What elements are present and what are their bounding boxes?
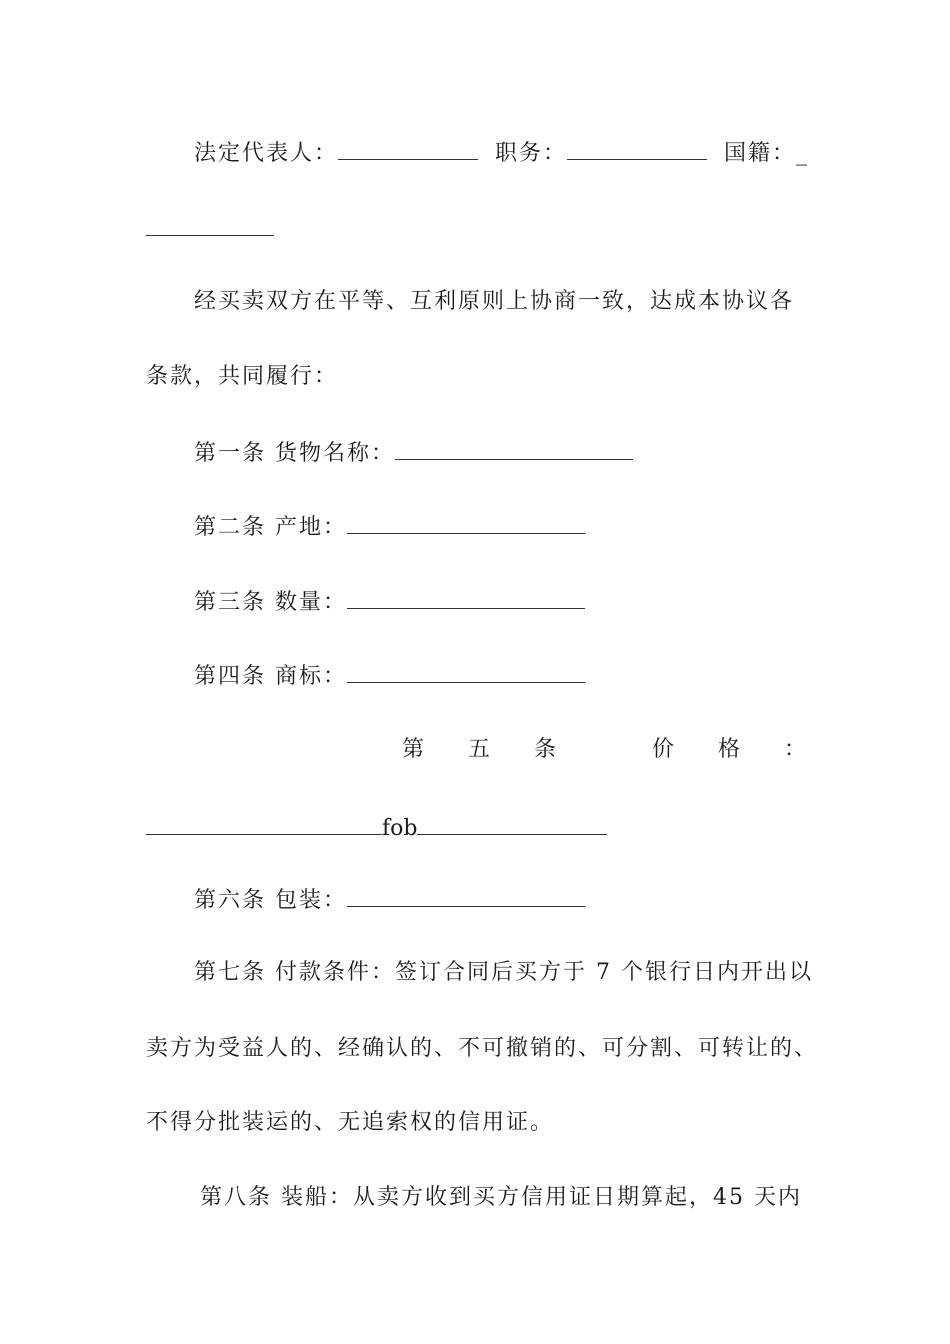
article-2-label: 第二条 产地： xyxy=(194,515,347,540)
article-5-char-3: 条 xyxy=(534,737,559,762)
article-3 xyxy=(194,586,585,618)
price-blank-1 xyxy=(146,812,382,835)
article-8-line-1: 第八条 装船：从卖方收到买方信用证日期算起，45 天内 xyxy=(200,1185,802,1210)
article-3-label: 第三条 数量： xyxy=(194,590,347,615)
article-5-char-5: 格 xyxy=(718,737,743,762)
price-term: fob xyxy=(382,816,418,841)
article-2 xyxy=(194,511,585,543)
intro-line-2: 条款，共同履行： xyxy=(146,364,339,389)
article-7-line-2: 卖方为受益人的、经确认的、不可撤销的、可分割、可转让的、 xyxy=(146,1036,819,1061)
goods-name-blank xyxy=(395,437,633,460)
article-5-char-4: 价 xyxy=(652,737,677,762)
price-blank-2 xyxy=(417,812,607,835)
nationality-blank-continued xyxy=(146,235,274,236)
origin-blank xyxy=(347,511,585,534)
trademark-blank xyxy=(347,660,585,683)
article-7-line-3: 不得分批装运的、无追索权的信用证。 xyxy=(146,1110,555,1135)
representative-label: 法定代表人： xyxy=(194,141,339,166)
article-4-label: 第四条 商标： xyxy=(194,664,347,689)
intro-line-1: 经买卖双方在平等、互利原则上协商一致，达成本协议各 xyxy=(194,289,795,314)
article-5 xyxy=(0,735,950,765)
article-7-line-1: 第七条 付款条件：签订合同后买方于 7 个银行日内开出以 xyxy=(194,960,813,985)
title-blank xyxy=(567,137,707,160)
article-1 xyxy=(194,437,633,469)
article-4 xyxy=(194,660,585,692)
price-line xyxy=(146,812,607,844)
packing-blank xyxy=(347,884,585,907)
article-5-char-2: 五 xyxy=(468,737,493,762)
article-5-char-6: ： xyxy=(784,737,809,762)
representative-blank xyxy=(338,137,478,160)
quantity-blank xyxy=(347,586,585,609)
title-label: 职务： xyxy=(495,141,568,166)
article-1-label: 第一条 货物名称： xyxy=(194,441,395,466)
article-6 xyxy=(194,884,585,916)
article-5-char-1: 第 xyxy=(402,737,427,762)
article-6-label: 第六条 包装： xyxy=(194,888,347,913)
nationality-label: 国籍：_ xyxy=(724,141,810,166)
representative-line xyxy=(194,137,809,169)
